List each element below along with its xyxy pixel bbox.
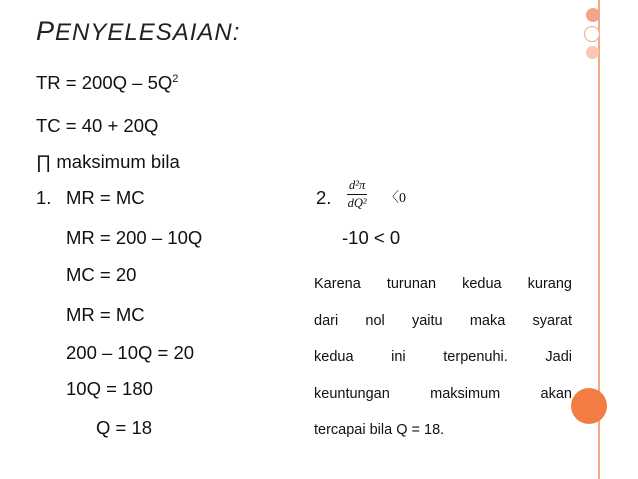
- decor-circle-filled: [586, 8, 600, 22]
- tenq-equation: 10Q = 180: [66, 378, 153, 399]
- step1-equation: MR = MC: [66, 187, 145, 208]
- fraction-denominator: dQ²: [347, 196, 367, 210]
- mr-equation: MR = 200 – 10Q: [66, 227, 203, 248]
- decor-circle-orange: [571, 388, 607, 424]
- step2-number: 2.: [316, 187, 332, 208]
- explanation-line: dari nol yaitu maka syarat: [314, 313, 572, 329]
- explanation-line: keuntungan maksimum akan: [314, 386, 572, 402]
- second-derivative-fraction: [347, 178, 367, 211]
- substitution-equation: 200 – 10Q = 20: [66, 342, 195, 363]
- fraction-numerator: d²π: [347, 178, 367, 195]
- step2-result: -10 < 0: [342, 227, 401, 248]
- mr-mc-equation: MR = MC: [66, 304, 145, 325]
- explanation-line: tercapai bila Q = 18.: [314, 422, 445, 438]
- less-than-zero: 〈0: [385, 191, 406, 206]
- max-condition: ∏ maksimum bila: [36, 151, 180, 172]
- tc-equation: TC = 40 + 20Q: [36, 115, 159, 136]
- decor-circle-outline: [584, 26, 600, 42]
- tr-equation: TR = $200Q - 5Q^2$: [36, 72, 179, 93]
- explanation-line: kedua ini terpenuhi. Jadi: [314, 349, 572, 365]
- step1-number: 1.: [36, 187, 52, 208]
- slide-title: PENYELESAIAN:: [36, 16, 241, 46]
- explanation-line: Karena turunan kedua kurang: [314, 276, 572, 292]
- decor-circle-light: [586, 46, 599, 59]
- q-result: Q = 18: [96, 417, 153, 438]
- mc-equation: MC = 20: [66, 264, 137, 285]
